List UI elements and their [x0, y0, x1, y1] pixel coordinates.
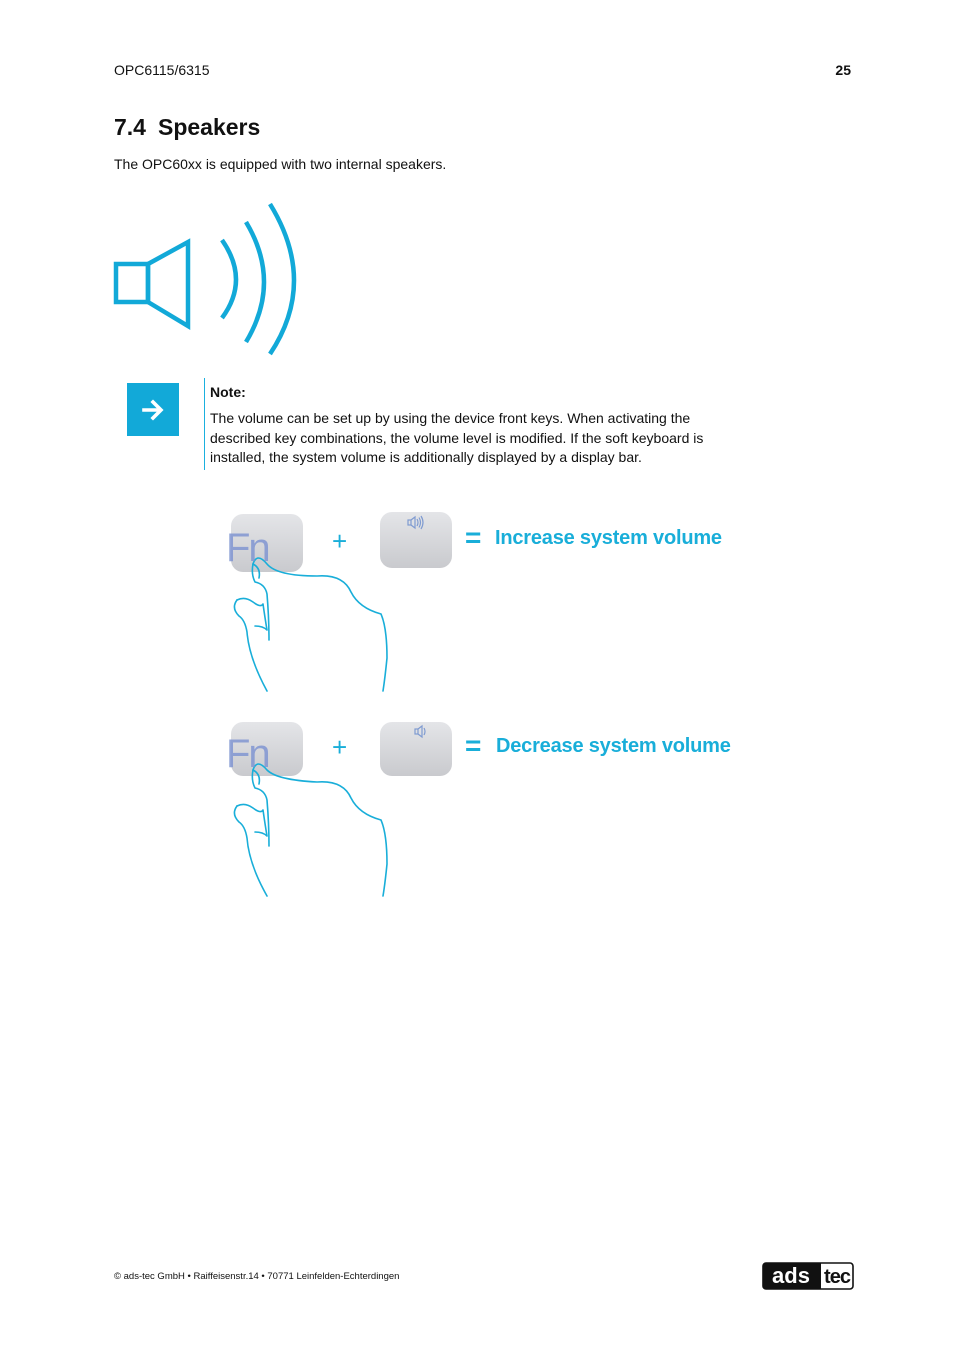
section-title: Speakers	[157, 114, 261, 140]
fn-key-label: Fn	[226, 526, 269, 570]
equals-sign: =	[465, 730, 482, 761]
combo-decrease-volume	[225, 716, 765, 901]
hand-illustration	[234, 764, 387, 896]
note-title: Note:	[210, 384, 246, 400]
hand-illustration	[234, 558, 387, 691]
note-body: The volume can be set up by using the device front keys. When activating the described key combinations, the volume level is modified. If the soft keyboard is installed, the system volume is additionally displayed by a display bar.	[210, 410, 704, 465]
volume-down-key	[380, 722, 452, 776]
equals-sign: =	[465, 522, 482, 553]
note-divider	[204, 378, 205, 470]
section-number: 7.4	[114, 114, 146, 140]
footer-copyright: © ads-tec GmbH • Raiffeisenstr.14 • 70771 Leinfelden-Echterdingen	[114, 1271, 400, 1282]
plus-sign: +	[332, 526, 347, 556]
volume-up-key	[380, 512, 452, 568]
doc-id: OPC6115/6315	[114, 62, 210, 78]
page-number: 25	[835, 62, 851, 78]
intro-text: The OPC60xx is equipped with two internal speakers.	[114, 156, 447, 172]
increase-volume-label: Increase system volume	[495, 527, 722, 549]
speaker-icon	[110, 200, 310, 365]
logo-text-right: tec	[824, 1266, 850, 1288]
logo-text-left: ads	[772, 1263, 810, 1288]
section-heading	[114, 114, 260, 141]
combo-increase-volume	[225, 508, 765, 693]
fn-key-label: Fn	[226, 732, 269, 776]
plus-sign: +	[332, 732, 347, 762]
decrease-volume-label: Decrease system volume	[496, 735, 731, 757]
arrow-right-icon	[127, 383, 179, 436]
ads-tec-logo	[762, 1262, 854, 1295]
